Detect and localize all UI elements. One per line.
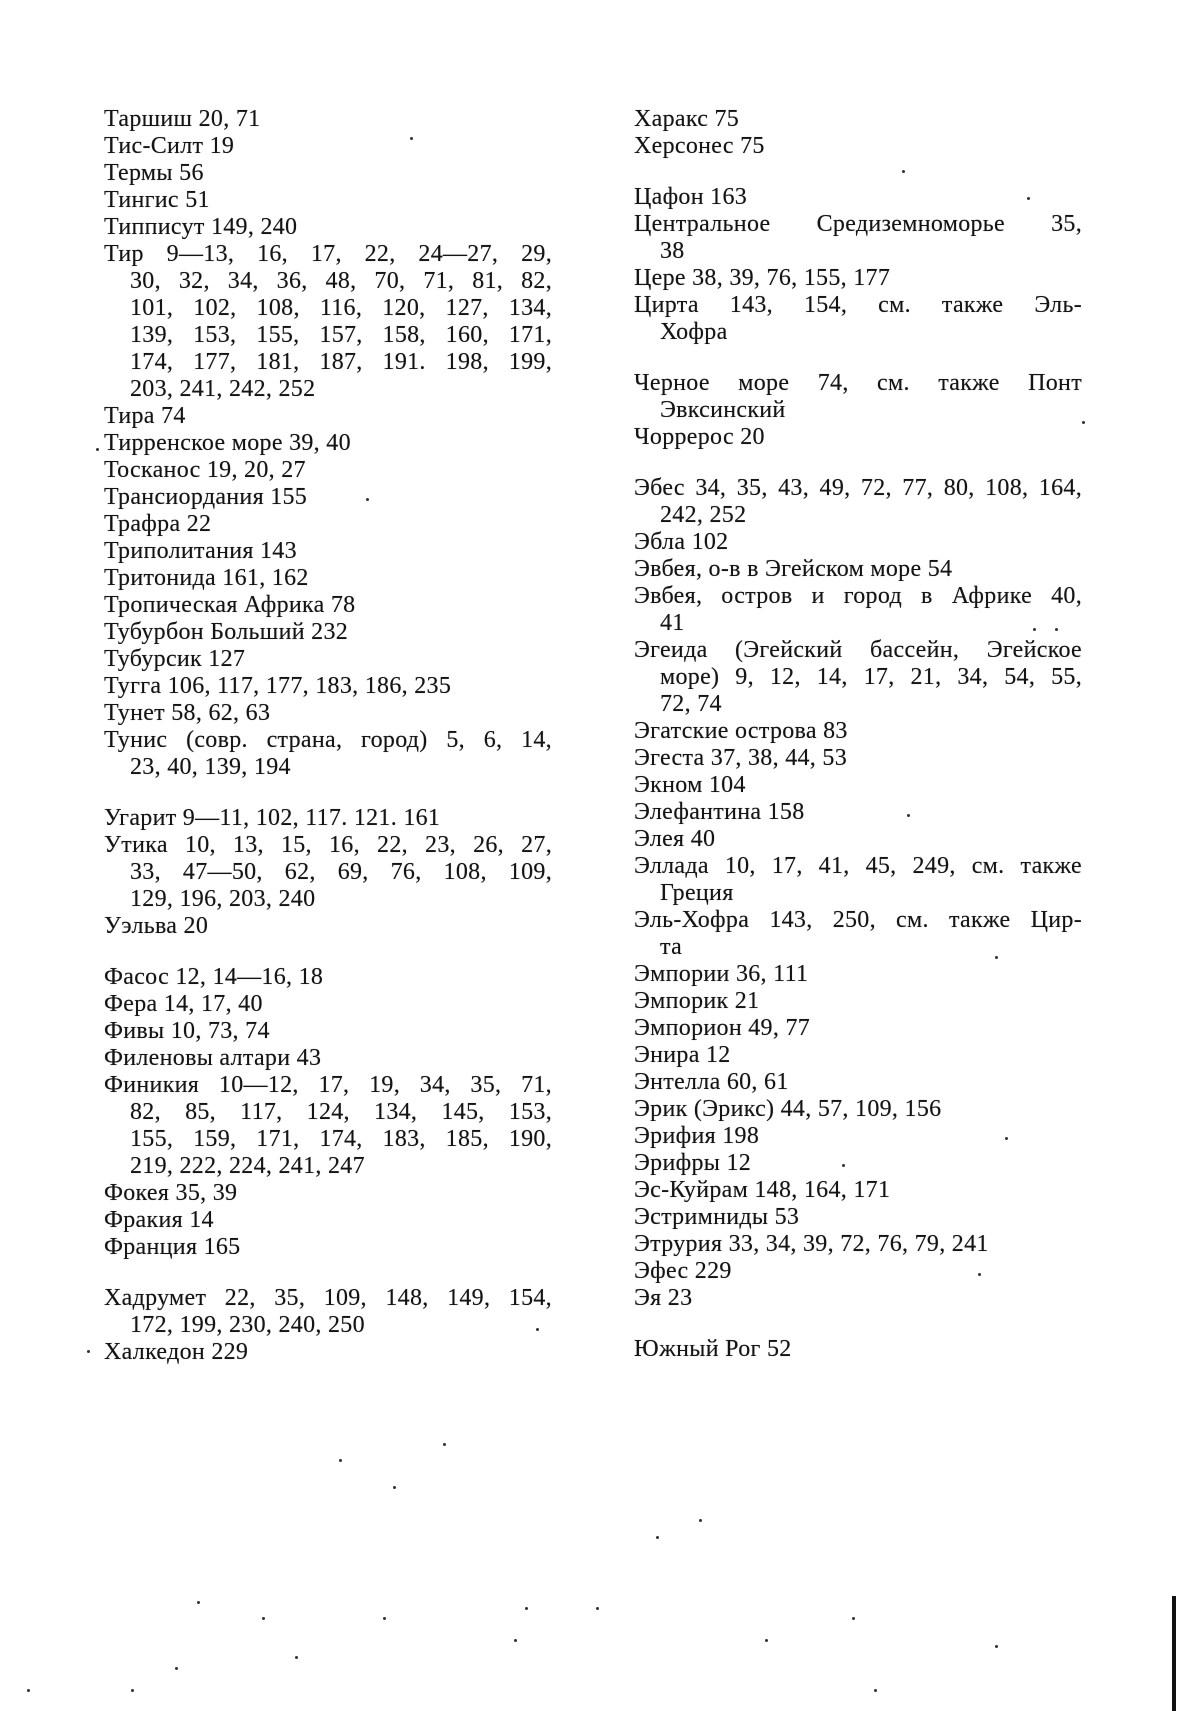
index-entry	[104, 913, 552, 940]
index-entry-continuation-line: 155, 159, 171, 174, 183, 185, 190,	[130, 1126, 552, 1152]
index-entry-continuation-line: 174, 177, 181, 187, 191. 198, 199,	[130, 349, 552, 375]
index-entry	[104, 538, 552, 565]
index-entry-continuation-line: 30, 32, 34, 36, 48, 70, 71, 81, 82,	[130, 268, 552, 294]
index-entry	[634, 826, 1082, 853]
index-entry-heading-line: Этрурия 33, 34, 39, 72, 76, 79, 241	[634, 1231, 989, 1257]
scan-speck	[596, 1607, 599, 1610]
index-entry-heading-line: Тира 74	[104, 403, 186, 429]
scan-speck	[852, 1617, 855, 1620]
index-entry-heading-line: Центральное Средиземноморье 35,	[634, 211, 1082, 237]
index-letter-section	[634, 1336, 1082, 1363]
index-entry	[104, 1072, 552, 1180]
index-entry-continuation-line: 101, 102, 108, 116, 120, 127, 134,	[130, 295, 552, 321]
scan-speck	[995, 956, 998, 959]
index-entry-heading-line: Эллада 10, 17, 41, 45, 249, см. также	[634, 853, 1082, 879]
index-entry-heading-line: Таршиш 20, 71	[104, 106, 261, 132]
scan-speck	[525, 1607, 528, 1610]
scan-speck	[765, 1639, 768, 1642]
index-entry-heading-line: Фасос 12, 14—16, 18	[104, 964, 324, 990]
index-entry-heading-line: Тубурсик 127	[104, 646, 246, 672]
scan-speck	[1027, 197, 1030, 200]
index-entry-heading-line: Эбес 34, 35, 43, 49, 72, 77, 80, 108, 164,	[634, 475, 1082, 501]
index-entry-heading-line: Фракия 14	[104, 1207, 214, 1233]
index-entry-continuation-line: 41	[660, 610, 685, 636]
index-letter-section	[104, 964, 552, 1261]
index-entry	[104, 106, 552, 133]
index-entry	[634, 133, 1082, 160]
index-entry-heading-line: Эгеста 37, 38, 44, 53	[634, 745, 848, 771]
index-entry	[104, 1285, 552, 1339]
index-entry-heading-line: Тугга 106, 117, 177, 183, 186, 235	[104, 673, 452, 699]
index-entry	[104, 457, 552, 484]
index-entry	[104, 214, 552, 241]
index-entry	[634, 475, 1082, 529]
index-entry-continuation-line: 82, 85, 117, 124, 134, 145, 153,	[130, 1099, 552, 1125]
index-entry-heading-line: Типписут 149, 240	[104, 214, 298, 240]
index-letter-section	[634, 184, 1082, 346]
index-entry-heading-line: Эмпорик 21	[634, 988, 760, 1014]
index-entry-continuation-line: та	[660, 934, 683, 960]
index-entry-heading-line: Фокея 35, 39	[104, 1180, 238, 1206]
index-entry-heading-line: Финикия 10—12, 17, 19, 34, 35, 71,	[104, 1072, 552, 1098]
index-entry-heading-line: Филеновы алтари 43	[104, 1045, 322, 1071]
index-entry	[634, 583, 1082, 637]
index-entry-continuation-line: 139, 153, 155, 157, 158, 160, 171,	[130, 322, 552, 348]
index-entry-heading-line: Энтелла 60, 61	[634, 1069, 789, 1095]
scan-speck	[874, 1689, 877, 1692]
scan-speck	[339, 1459, 342, 1462]
scan-speck	[1005, 1137, 1008, 1140]
index-entry	[104, 430, 552, 457]
index-entry-continuation-line: 172, 199, 230, 240, 250	[130, 1312, 365, 1338]
index-entry	[634, 265, 1082, 292]
scan-speck	[262, 1617, 265, 1620]
index-entry-heading-line: Угарит 9—11, 102, 117. 121. 161	[104, 805, 441, 831]
index-entry	[104, 511, 552, 538]
scan-speck	[410, 137, 413, 140]
scan-edge-bar	[1172, 1596, 1176, 1711]
scan-speck	[96, 448, 99, 451]
scan-speck	[1033, 628, 1036, 631]
index-letter-section	[634, 106, 1082, 160]
index-entry	[104, 484, 552, 511]
index-entry-heading-line: Фера 14, 17, 40	[104, 991, 263, 1017]
index-entry-heading-line: Хадрумет 22, 35, 109, 148, 149, 154,	[104, 1285, 552, 1311]
index-entry	[634, 1042, 1082, 1069]
index-entry	[104, 832, 552, 913]
index-entry-heading-line: Херсонес 75	[634, 133, 765, 159]
index-entry	[104, 805, 552, 832]
index-entry	[104, 619, 552, 646]
scan-speck	[699, 1519, 702, 1522]
index-entry-heading-line: Эмпории 36, 111	[634, 961, 809, 987]
index-entry-heading-line: Эвбея, о-в в Эгейском море 54	[634, 556, 953, 582]
index-entry-heading-line: Тунис (совр. страна, город) 5, 6, 14,	[104, 727, 552, 753]
index-entry	[634, 1096, 1082, 1123]
index-entry	[634, 799, 1082, 826]
scan-speck	[197, 1601, 200, 1604]
index-entry	[104, 1045, 552, 1072]
index-entry	[104, 1234, 552, 1261]
index-entry	[104, 646, 552, 673]
index-entry-continuation-line: 33, 47—50, 62, 69, 76, 108, 109,	[130, 859, 552, 885]
index-entry-heading-line: Цирта 143, 154, см. также Эль-	[634, 292, 1082, 318]
index-entry	[104, 403, 552, 430]
index-entry-continuation-line: 38	[660, 238, 685, 264]
index-entry-heading-line: Элефантина 158	[634, 799, 805, 825]
index-entry	[634, 292, 1082, 346]
scan-speck	[175, 1667, 178, 1670]
index-entry	[634, 1231, 1082, 1258]
index-entry-heading-line: Эрик (Эрикс) 44, 57, 109, 156	[634, 1096, 942, 1122]
index-entry	[104, 727, 552, 781]
scan-speck	[443, 1443, 446, 1446]
index-entry-heading-line: Халкедон 229	[104, 1339, 249, 1365]
index-entry	[634, 1258, 1082, 1285]
index-entry-heading-line: Триполитания 143	[104, 538, 297, 564]
index-entry-continuation-line: 23, 40, 139, 194	[130, 754, 291, 780]
scan-speck	[295, 1656, 298, 1659]
index-entry	[104, 1207, 552, 1234]
index-entry-heading-line: Утика 10, 13, 15, 16, 22, 23, 26, 27,	[104, 832, 552, 858]
index-entry	[634, 211, 1082, 265]
index-entry	[104, 673, 552, 700]
index-entry-heading-line: Трафра 22	[104, 511, 212, 537]
index-entry-continuation-line: Эвксинский	[660, 397, 786, 423]
index-entry	[104, 991, 552, 1018]
index-entry-continuation-line: Хофра	[660, 319, 728, 345]
index-entry	[634, 745, 1082, 772]
scan-speck	[383, 1617, 386, 1620]
index-entry-heading-line: Фивы 10, 73, 74	[104, 1018, 270, 1044]
index-entry-heading-line: Франция 165	[104, 1234, 241, 1260]
index-entry-heading-line: Тир 9—13, 16, 17, 22, 24—27, 29,	[104, 241, 552, 267]
index-entry-heading-line: Уэльва 20	[104, 913, 209, 939]
index-entry-heading-line: Эмпорион 49, 77	[634, 1015, 811, 1041]
index-letter-section	[634, 370, 1082, 451]
index-entry	[104, 241, 552, 403]
index-entry-heading-line: Тосканос 19, 20, 27	[104, 457, 306, 483]
index-entry	[634, 718, 1082, 745]
scan-speck	[514, 1639, 517, 1642]
index-entry	[104, 160, 552, 187]
index-column-left	[104, 106, 552, 1366]
index-entry	[634, 988, 1082, 1015]
index-entry-continuation-line: 219, 222, 224, 241, 247	[130, 1153, 365, 1179]
index-entry	[104, 1339, 552, 1366]
index-entry-heading-line: Южный Рог 52	[634, 1336, 792, 1362]
index-entry-heading-line: Энира 12	[634, 1042, 731, 1068]
index-entry	[634, 1285, 1082, 1312]
index-entry	[634, 1204, 1082, 1231]
scan-speck	[366, 498, 369, 501]
index-entry-heading-line: Чоррерос 20	[634, 424, 765, 450]
index-entry-continuation-line: 203, 241, 242, 252	[130, 376, 316, 402]
index-entry-heading-line: Эгатские острова 83	[634, 718, 848, 744]
index-entry	[634, 106, 1082, 133]
scan-speck	[1082, 421, 1085, 424]
index-entry-heading-line: Эрифия 198	[634, 1123, 760, 1149]
index-entry-heading-line: Эгеида (Эгейский бассейн, Эгейское	[634, 637, 1082, 663]
index-entry	[634, 907, 1082, 961]
index-entry-heading-line: Тингис 51	[104, 187, 210, 213]
index-entry	[634, 1336, 1082, 1363]
index-entry	[634, 1150, 1082, 1177]
index-entry	[634, 1177, 1082, 1204]
scan-speck	[131, 1689, 134, 1692]
index-entry-heading-line: Цафон 163	[634, 184, 748, 210]
index-entry-heading-line: Эя 23	[634, 1285, 693, 1311]
scan-speck	[27, 1689, 30, 1692]
scan-speck	[536, 1328, 539, 1331]
index-entry-heading-line: Эфес 229	[634, 1258, 732, 1284]
index-entry-heading-line: Тунет 58, 62, 63	[104, 700, 271, 726]
index-entry-heading-line: Цере 38, 39, 76, 155, 177	[634, 265, 891, 291]
index-entry-heading-line: Харакс 75	[634, 106, 740, 132]
index-entry-continuation-line: Греция	[660, 880, 734, 906]
index-entry-heading-line: Эль-Хофра 143, 250, см. также Цир-	[634, 907, 1082, 933]
index-entry	[634, 424, 1082, 451]
index-entry	[634, 1069, 1082, 1096]
index-entry-heading-line: Тубурбон Больший 232	[104, 619, 349, 645]
index-entry-heading-line: Тритонида 161, 162	[104, 565, 309, 591]
index-letter-section	[104, 1285, 552, 1366]
scan-speck	[907, 814, 910, 817]
index-entry-heading-line: Эвбея, остров и город в Африке 40,	[634, 583, 1082, 609]
index-entry	[634, 637, 1082, 718]
scan-speck	[978, 1273, 981, 1276]
scan-speck	[1055, 628, 1058, 631]
index-entry-heading-line: Термы 56	[104, 160, 204, 186]
index-entry	[104, 565, 552, 592]
index-letter-section	[104, 805, 552, 940]
index-entry	[104, 700, 552, 727]
index-entry-continuation-line: 129, 196, 203, 240	[130, 886, 316, 912]
index-entry	[104, 133, 552, 160]
index-entry	[104, 964, 552, 991]
index-entry-heading-line: Тирренское море 39, 40	[104, 430, 351, 456]
index-entry	[634, 370, 1082, 424]
index-entry-heading-line: Трансиордания 155	[104, 484, 308, 510]
index-letter-section	[634, 475, 1082, 1312]
index-entry	[634, 1123, 1082, 1150]
index-entry-continuation-line: 242, 252	[660, 502, 747, 528]
index-entry	[634, 772, 1082, 799]
index-entry-heading-line: Тропическая Африка 78	[104, 592, 356, 618]
index-entry	[104, 1180, 552, 1207]
index-entry-heading-line: Тис-Силт 19	[104, 133, 235, 159]
scan-speck	[995, 1645, 998, 1648]
index-entry-heading-line: Экном 104	[634, 772, 746, 798]
index-entry-heading-line: Черное море 74, см. также Понт	[634, 370, 1082, 396]
scan-speck	[393, 1486, 396, 1489]
index-entry	[104, 592, 552, 619]
index-entry	[634, 556, 1082, 583]
index-entry	[634, 853, 1082, 907]
index-entry-heading-line: Элея 40	[634, 826, 716, 852]
index-entry	[634, 1015, 1082, 1042]
index-entry-heading-line: Эстримниды 53	[634, 1204, 800, 1230]
index-letter-section	[104, 106, 552, 781]
index-entry	[104, 187, 552, 214]
index-entry	[104, 1018, 552, 1045]
scan-speck	[902, 170, 905, 173]
index-entry-heading-line: Эбла 102	[634, 529, 729, 555]
index-column-right	[634, 106, 1082, 1363]
index-entry-heading-line: Эс-Куйрам 148, 164, 171	[634, 1177, 891, 1203]
index-entry-continuation-line: море) 9, 12, 14, 17, 21, 34, 54, 55,	[660, 664, 1082, 690]
index-entry	[634, 529, 1082, 556]
scan-speck	[87, 1350, 90, 1353]
index-entry-heading-line: Эрифры 12	[634, 1150, 752, 1176]
index-entry	[634, 961, 1082, 988]
index-entry	[634, 184, 1082, 211]
index-entry-continuation-line: 72, 74	[660, 691, 722, 717]
scan-speck	[656, 1536, 659, 1539]
scan-speck	[842, 1164, 845, 1167]
